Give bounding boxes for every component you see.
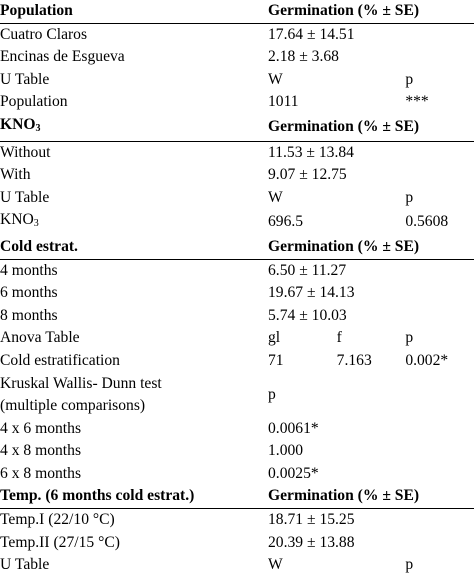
row-value-3	[405, 282, 474, 305]
table-row	[0, 141, 474, 164]
row-value: 19.67 ± 14.13	[268, 284, 355, 302]
row-value-3: p	[405, 329, 414, 347]
row-value-2: 7.163	[336, 351, 372, 369]
table-row	[0, 373, 474, 418]
row-label-line-1: Kruskal Wallis- Dunn test	[0, 374, 162, 392]
row-value-3	[405, 509, 474, 532]
table-row	[0, 187, 474, 210]
subscript-digit: 3	[33, 218, 39, 230]
row-value-3: 0.5608	[405, 213, 449, 231]
kno3-chem-label: $KNO_3$	[0, 211, 39, 230]
row-label: With	[0, 166, 31, 184]
header-row-population	[0, 0, 474, 23]
row-value: 71	[268, 351, 284, 369]
row-value-2	[337, 209, 406, 236]
table-row	[0, 164, 474, 187]
header-row-temp	[0, 485, 474, 508]
table-row	[0, 259, 474, 282]
table-row	[0, 463, 474, 486]
row-value-3	[405, 418, 474, 441]
row-value: p	[268, 385, 276, 403]
row-value-2	[337, 532, 406, 555]
row-label: 8 months	[0, 306, 58, 324]
row-value-3	[405, 532, 474, 555]
section-value-header: Germination (% ± SE)	[268, 0, 474, 23]
row-value-2: f	[336, 329, 342, 347]
table-row	[0, 554, 474, 577]
row-label: Without	[0, 143, 51, 161]
row-label: 6 months	[0, 284, 58, 302]
row-value-3: 0.002*	[405, 351, 449, 369]
row-value: 9.07 ± 12.75	[268, 166, 347, 184]
table-row	[0, 350, 474, 373]
table-row	[0, 327, 474, 350]
row-value-3	[405, 373, 474, 418]
table-row	[0, 305, 474, 328]
row-label-line-2: (multiple comparisons)	[0, 397, 146, 415]
row-label: 4 months	[0, 261, 58, 279]
row-label-multiline	[0, 373, 268, 418]
row-label: U Table	[0, 556, 50, 574]
row-value: 1011	[268, 93, 299, 111]
row-value: 0.0025*	[268, 464, 319, 482]
row-label: 6 x 8 months	[0, 464, 82, 482]
row-value-3	[405, 23, 474, 46]
row-label: 4 x 8 months	[0, 442, 82, 460]
row-value: 20.39 ± 13.88	[268, 533, 355, 551]
row-value: W	[268, 188, 283, 206]
row-value-3: ***	[405, 93, 429, 111]
row-label: U Table	[0, 70, 50, 88]
row-value: 1.000	[268, 442, 304, 460]
row-value: 6.50 ± 11.27	[268, 261, 347, 279]
section-value-header: Germination (% ± SE)	[268, 485, 474, 508]
row-value-3	[405, 164, 474, 187]
row-value-2	[337, 46, 406, 69]
header-row-cold-estrat	[0, 236, 474, 259]
row-label	[0, 209, 268, 236]
row-value-2	[337, 418, 406, 441]
table-row	[0, 46, 474, 69]
table-row	[0, 91, 474, 114]
row-value-2	[337, 463, 406, 486]
row-value: 11.53 ± 13.84	[268, 143, 354, 161]
table-row	[0, 418, 474, 441]
row-label: Temp.I (22/10 °C)	[0, 511, 115, 529]
row-value: gl	[268, 329, 281, 347]
table-row	[0, 532, 474, 555]
row-value-2	[337, 91, 406, 114]
row-value: 2.18 ± 3.68	[268, 48, 339, 66]
row-value: W	[268, 70, 283, 88]
row-label: U Table	[0, 188, 50, 206]
row-value: 17.64 ± 14.51	[268, 25, 355, 43]
section-title: Cold estrat.	[0, 236, 268, 259]
section-value-header: Germination (% ± SE)	[268, 114, 474, 141]
table-row	[0, 23, 474, 46]
row-value-3	[405, 305, 474, 328]
section-title: Population	[0, 0, 268, 23]
header-row-kno3	[0, 114, 474, 141]
row-value-3: p	[405, 188, 414, 206]
row-value-3: p	[405, 70, 414, 88]
row-label: Temp.II (27/15 °C)	[0, 533, 120, 551]
row-label: Cuatro Claros	[0, 25, 88, 43]
row-value-2	[337, 373, 406, 418]
row-label: Anova Table	[0, 329, 80, 347]
row-value: W	[268, 556, 283, 574]
table-row	[0, 282, 474, 305]
row-value: 696.5	[268, 213, 304, 231]
section-title: Temp. (6 months cold estrat.)	[0, 485, 268, 508]
row-value-3	[405, 440, 474, 463]
table-row	[0, 69, 474, 92]
table-row	[0, 209, 474, 236]
row-value-3	[405, 141, 474, 164]
row-label: 4 x 6 months	[0, 419, 82, 437]
row-value: 0.0061*	[268, 419, 319, 437]
row-label: Cold estratification	[0, 351, 120, 369]
row-value-3	[405, 463, 474, 486]
subscript-digit: 3	[35, 122, 41, 134]
row-value-3	[405, 259, 474, 282]
row-value-2	[337, 259, 406, 282]
section-value-header: Germination (% ± SE)	[268, 236, 474, 259]
row-value-2	[337, 554, 406, 577]
row-value: 5.74 ± 10.03	[268, 306, 347, 324]
table-row	[0, 440, 474, 463]
row-value-2	[337, 440, 406, 463]
row-value-2	[337, 69, 406, 92]
section-title	[0, 114, 268, 141]
row-label: Population	[0, 93, 68, 111]
row-value-3	[405, 46, 474, 69]
row-value: 18.71 ± 15.25	[268, 511, 355, 529]
table-row	[0, 509, 474, 532]
row-value-2	[337, 187, 406, 210]
row-value-3: p	[405, 556, 414, 574]
row-label: Encinas de Esgueva	[0, 48, 125, 66]
kno3-chem-label: $KNO_3$	[0, 115, 41, 134]
